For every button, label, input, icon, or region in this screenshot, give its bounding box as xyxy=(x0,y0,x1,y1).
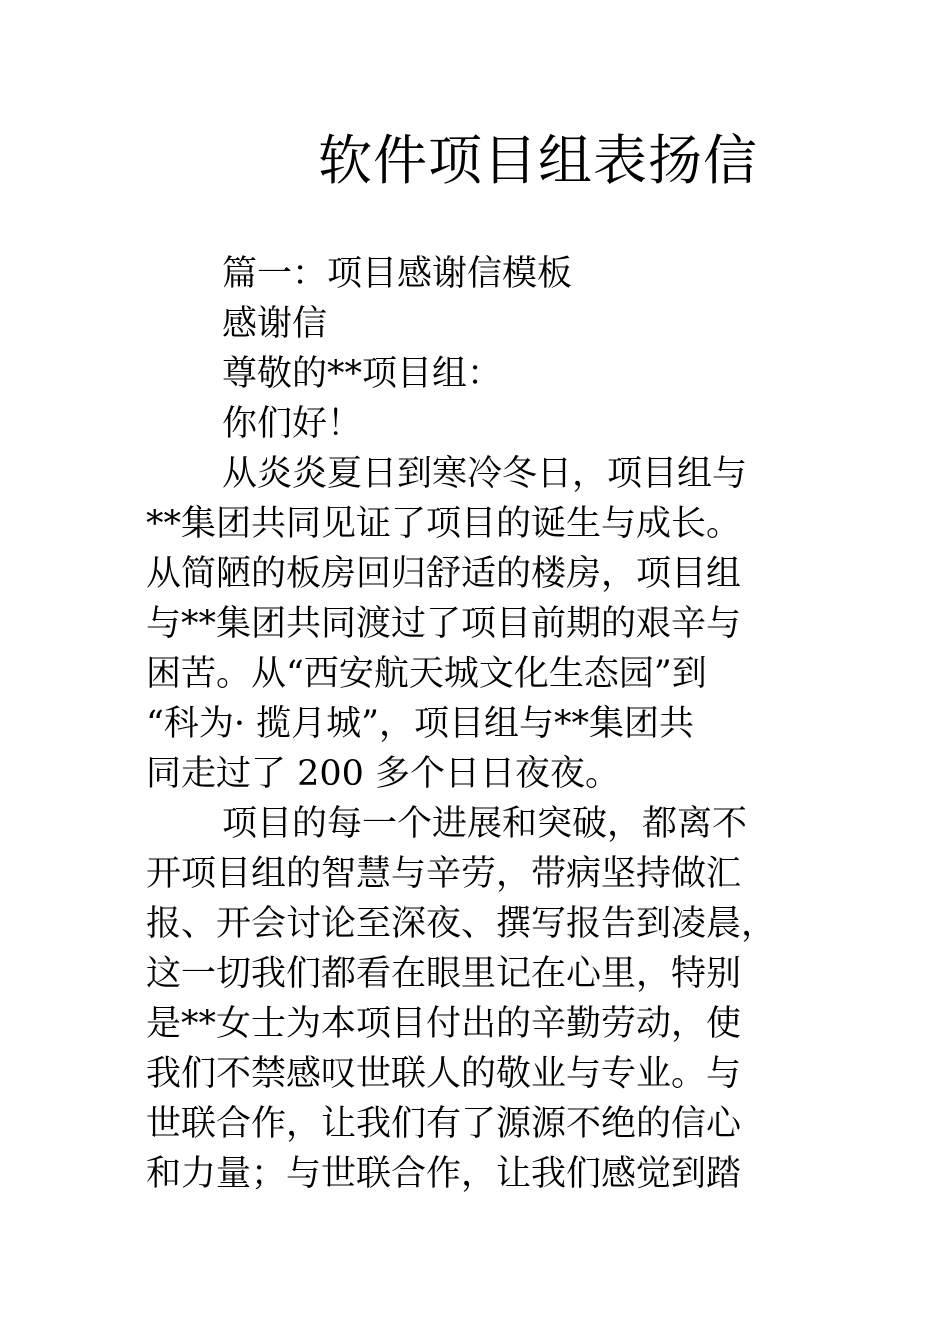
salutation: 尊敬的**项目组： xyxy=(222,354,503,394)
paragraph-line: “科为· 揽月城”，项目组与**集团共 xyxy=(146,704,695,744)
paragraph-line: 开项目组的智慧与辛劳，带病坚持做汇 xyxy=(146,854,742,894)
paragraph-line: 项目的每一个进展和突破，都离不 xyxy=(222,804,748,844)
paragraph-line: 从简陋的板房回归舒适的楼房，项目组 xyxy=(146,554,742,594)
paragraph-line: 和力量；与世联合作，让我们感觉到踏 xyxy=(146,1154,742,1194)
paragraph-line: 世联合作，让我们有了源源不绝的信心 xyxy=(146,1104,742,1144)
paragraph-line: 与**集团共同渡过了项目前期的艰辛与 xyxy=(146,604,742,644)
paragraph-line: 困苦。从“西安航天城文化生态园”到 xyxy=(146,654,707,694)
paragraph-line: 同走过了 200 多个日日夜夜。 xyxy=(146,754,621,794)
document-title: 软件项目组表扬信 xyxy=(318,129,758,192)
paragraph-line: **集团共同见证了项目的诞生与成长。 xyxy=(146,504,742,544)
paragraph-line: 我们不禁感叹世联人的敬业与专业。与 xyxy=(146,1054,742,1094)
paragraph-line: 从炎炎夏日到寒冷冬日，项目组与 xyxy=(222,454,748,494)
paragraph-line: 这一切我们都看在眼里记在心里，特别 xyxy=(146,954,742,994)
letter-heading: 感谢信 xyxy=(222,304,328,344)
paragraph-line: 是**女士为本项目付出的辛勤劳动，使 xyxy=(146,1004,742,1044)
paragraph-line: 报、开会讨论至深夜、撰写报告到凌晨， xyxy=(146,904,777,944)
section-heading: 篇一：项目感谢信模板 xyxy=(222,254,573,294)
greeting: 你们好！ xyxy=(222,404,363,444)
